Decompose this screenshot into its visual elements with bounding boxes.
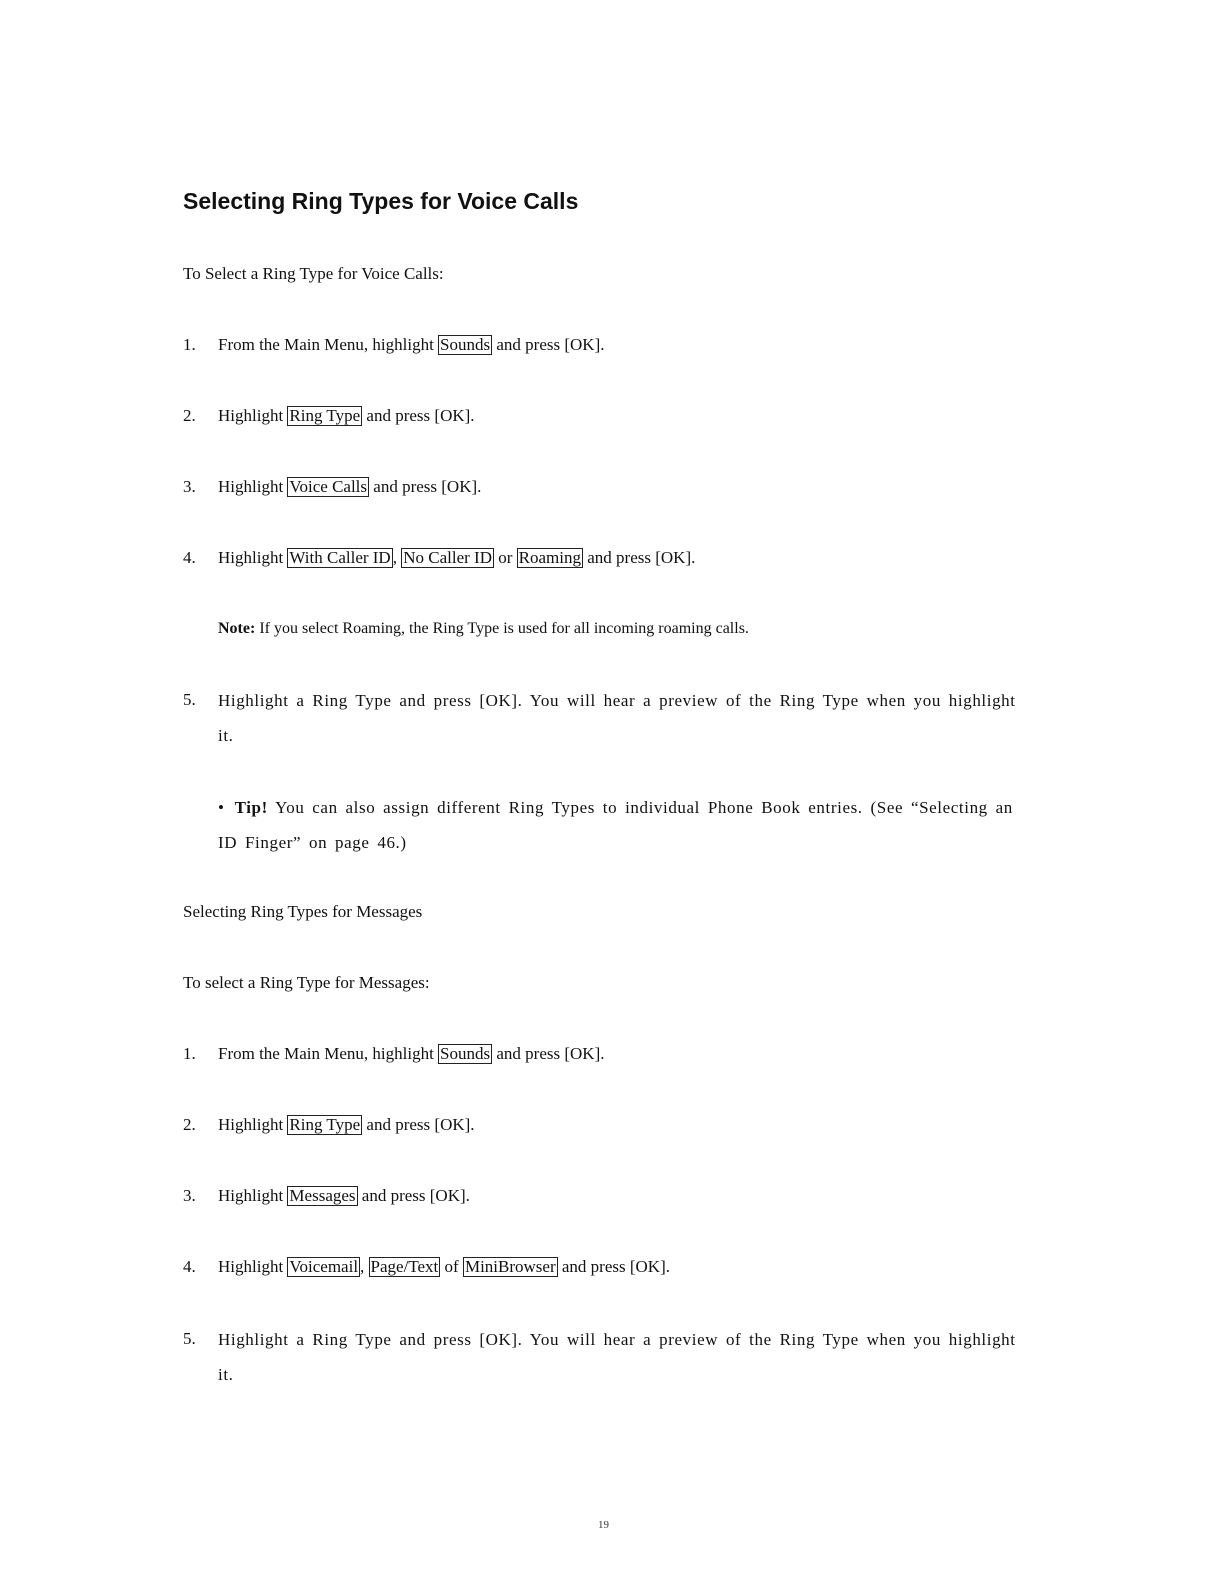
step-text	[218, 1256, 670, 1278]
tip	[218, 790, 1033, 860]
menu-item-minibrowser: MiniBrowser	[464, 1257, 556, 1276]
messages-heading: Selecting Ring Types for Messages	[183, 902, 423, 921]
menu-item-voice-calls: Voice Calls	[289, 477, 368, 496]
step-post: and press [OK].	[583, 548, 696, 567]
step-pre: From the Main Menu, highlight	[218, 335, 439, 354]
menu-item-sounds: Sounds	[440, 335, 491, 354]
messages-intro: To select a Ring Type for Messages:	[183, 973, 430, 992]
page-number: 19	[598, 1519, 609, 1531]
bullet-icon: •	[218, 798, 225, 817]
step-text	[218, 334, 604, 356]
step-pre: Highlight	[218, 548, 288, 567]
menu-item-ring-type: Ring Type	[289, 406, 361, 425]
step-pre: Highlight	[218, 406, 288, 425]
step-text	[218, 405, 475, 427]
menu-item-sounds: Sounds	[440, 1044, 491, 1063]
menu-item-no-caller-id: No Caller ID	[403, 548, 492, 567]
step-post: and press [OK].	[492, 335, 605, 354]
tip-label: Tip!	[234, 798, 268, 817]
step-post: and press [OK].	[492, 1044, 605, 1063]
step-number: 3.	[183, 1186, 196, 1205]
step-text: Highlight a Ring Type and press [OK]. You will hear a preview of the Ring Type when you highlight it.	[218, 1330, 1016, 1384]
step-text	[218, 1185, 470, 1207]
step-number: 2.	[183, 1115, 196, 1134]
step-pre: Highlight	[218, 1186, 288, 1205]
menu-item-roaming: Roaming	[518, 548, 581, 567]
note	[218, 618, 749, 640]
step-sep: ,	[392, 548, 402, 567]
step-number: 5.	[183, 1329, 196, 1348]
step-text: Highlight a Ring Type and press [OK]. You will hear a preview of the Ring Type when you highlight it.	[218, 691, 1016, 745]
step-sep: of	[440, 1257, 463, 1276]
step-number: 4.	[183, 1257, 196, 1276]
step-number: 4.	[183, 548, 196, 567]
step-number: 2.	[183, 406, 196, 425]
step-text	[218, 547, 695, 569]
step-text	[218, 476, 481, 498]
step-sep: or	[493, 548, 517, 567]
step-post: and press [OK].	[362, 406, 475, 425]
menu-item-voicemail: Voicemail	[289, 1257, 359, 1276]
note-text: If you select Roaming, the Ring Type is used for all incoming roaming calls.	[255, 620, 749, 637]
menu-item-ring-type: Ring Type	[289, 1115, 361, 1134]
step-number: 3.	[183, 477, 196, 496]
menu-item-with-caller-id: With Caller ID	[289, 548, 391, 567]
step-text	[218, 1114, 475, 1136]
voice-intro: To Select a Ring Type for Voice Calls:	[183, 264, 444, 283]
step-post: and press [OK].	[357, 1186, 470, 1205]
step-post: and press [OK].	[362, 1115, 475, 1134]
tip-text: You can also assign different Ring Types to individual Phone Book entries. (See “Selecting an ID Finger” on page 46.)	[218, 798, 1013, 852]
step-pre: Highlight	[218, 1257, 288, 1276]
step-post: and press [OK].	[369, 477, 482, 496]
step-pre: Highlight	[218, 477, 288, 496]
menu-item-page-text: Page/Text	[370, 1257, 439, 1276]
step-number: 1.	[183, 1044, 196, 1063]
step-post: and press [OK].	[557, 1257, 670, 1276]
step-number: 1.	[183, 335, 196, 354]
page-title: Selecting Ring Types for Voice Calls	[183, 188, 579, 214]
note-label: Note:	[218, 620, 256, 637]
step-number: 5.	[183, 690, 196, 709]
step-pre: From the Main Menu, highlight	[218, 1044, 439, 1063]
step-pre: Highlight	[218, 1115, 288, 1134]
step-sep: ,	[360, 1257, 369, 1276]
menu-item-messages: Messages	[289, 1186, 356, 1205]
step-text	[218, 1043, 604, 1065]
